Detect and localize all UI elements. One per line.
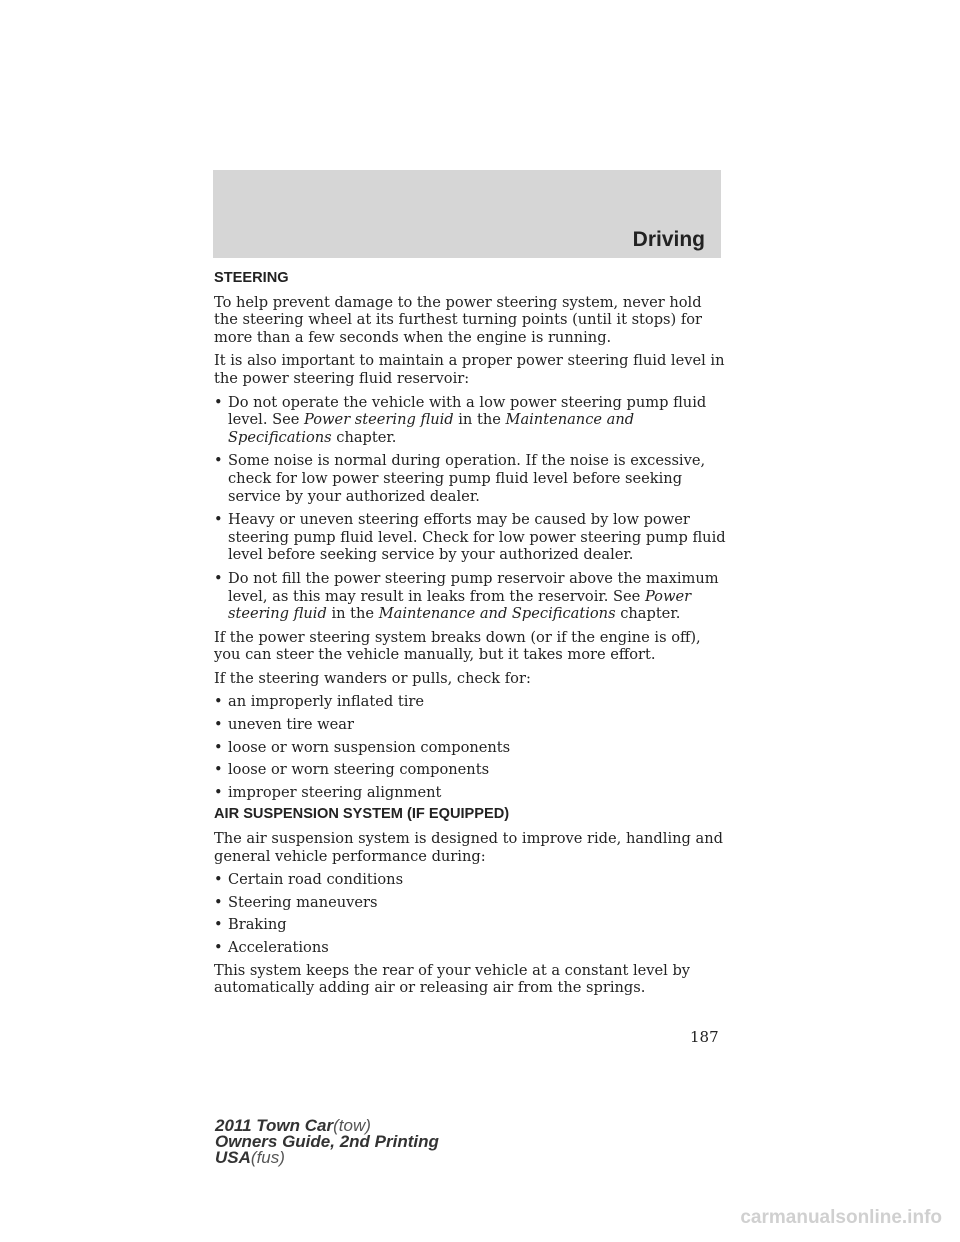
steering-paragraph-4: If the steering wanders or pulls, check for: xyxy=(214,669,531,687)
steering-paragraph-3: If the power steering system breaks down (or if the engine is off), you can steer the vehicle manually, but it takes more effort. xyxy=(214,628,701,664)
check-item: • an improperly inflated tire xyxy=(214,693,424,711)
bullet-icon: • xyxy=(214,511,223,529)
bullet-icon: • xyxy=(214,939,223,956)
page-content xyxy=(214,270,726,1003)
air-paragraph-2: This system keeps the rear of your vehicle at a constant level by automatically adding air or releasing air from the springs. xyxy=(214,961,691,997)
bullet-icon: • xyxy=(214,393,223,411)
page-number: 187 xyxy=(690,1028,719,1046)
section-title: Driving xyxy=(632,228,705,251)
footer-line-1: 2011 Town Car(tow) xyxy=(215,1116,371,1135)
check-item: • loose or worn steering components xyxy=(214,761,490,779)
bullet-icon: • xyxy=(214,783,223,801)
bullet-icon: • xyxy=(214,693,223,711)
bullet-icon: • xyxy=(214,569,223,587)
bullet-icon: • xyxy=(214,716,223,734)
steering-bullet-3: • Heavy or uneven steering efforts may be caused by low power steering pump fluid level. Check for low power steering pump fluid level before seeking service by your authorized dealer. xyxy=(214,511,726,564)
check-item: • improper steering alignment xyxy=(214,783,442,801)
check-item: • uneven tire wear xyxy=(214,716,354,734)
steering-paragraph-1: To help prevent damage to the power steering system, never hold the steering wheel at its furthest turning points (until it stops) for more than a few seconds when the engine is running. xyxy=(214,293,703,346)
bullet-icon: • xyxy=(214,893,223,911)
check-item: • loose or worn suspension components xyxy=(214,738,511,756)
steering-heading: STEERING xyxy=(214,270,289,286)
air-item: • Braking xyxy=(214,916,287,934)
watermark[interactable]: carmanualsonline.info xyxy=(740,1207,942,1228)
bullet-icon: • xyxy=(214,738,223,756)
air-paragraph-1: The air suspension system is designed to improve ride, handling and general vehicle performance during: xyxy=(214,830,723,865)
steering-bullet-1: • Do not operate the vehicle with a low power steering pump fluid level. See Power steering fluid in the Maintenance and Specifications chapter. xyxy=(214,393,707,446)
air-item: • Steering maneuvers xyxy=(214,893,378,911)
document-footer xyxy=(215,1118,439,1166)
section-header-band xyxy=(213,170,721,258)
footer-line-3: USA(fus) xyxy=(215,1148,285,1167)
bullet-icon: • xyxy=(214,452,223,470)
bullet-icon: • xyxy=(214,761,223,779)
steering-bullet-2: • Some noise is normal during operation. If the noise is excessive, check for low power steering pump fluid level before seeking service by your authorized dealer. xyxy=(214,452,706,505)
steering-bullet-4: • Do not fill the power steering pump reservoir above the maximum level, as this may result in leaks from the reservoir. See Power steering fluid in the Maintenance and Specifications chapter. xyxy=(214,569,719,623)
bullet-icon: • xyxy=(214,871,223,889)
air-item: • Accelerations xyxy=(214,939,329,956)
bullet-icon: • xyxy=(214,916,223,934)
air-suspension-heading: AIR SUSPENSION SYSTEM (IF EQUIPPED) xyxy=(214,806,510,823)
footer-line-2: Owners Guide, 2nd Printing xyxy=(215,1132,439,1151)
air-item: • Certain road conditions xyxy=(214,871,404,889)
steering-paragraph-2: It is also important to maintain a proper power steering fluid level in the power steering fluid reservoir: xyxy=(214,352,725,387)
